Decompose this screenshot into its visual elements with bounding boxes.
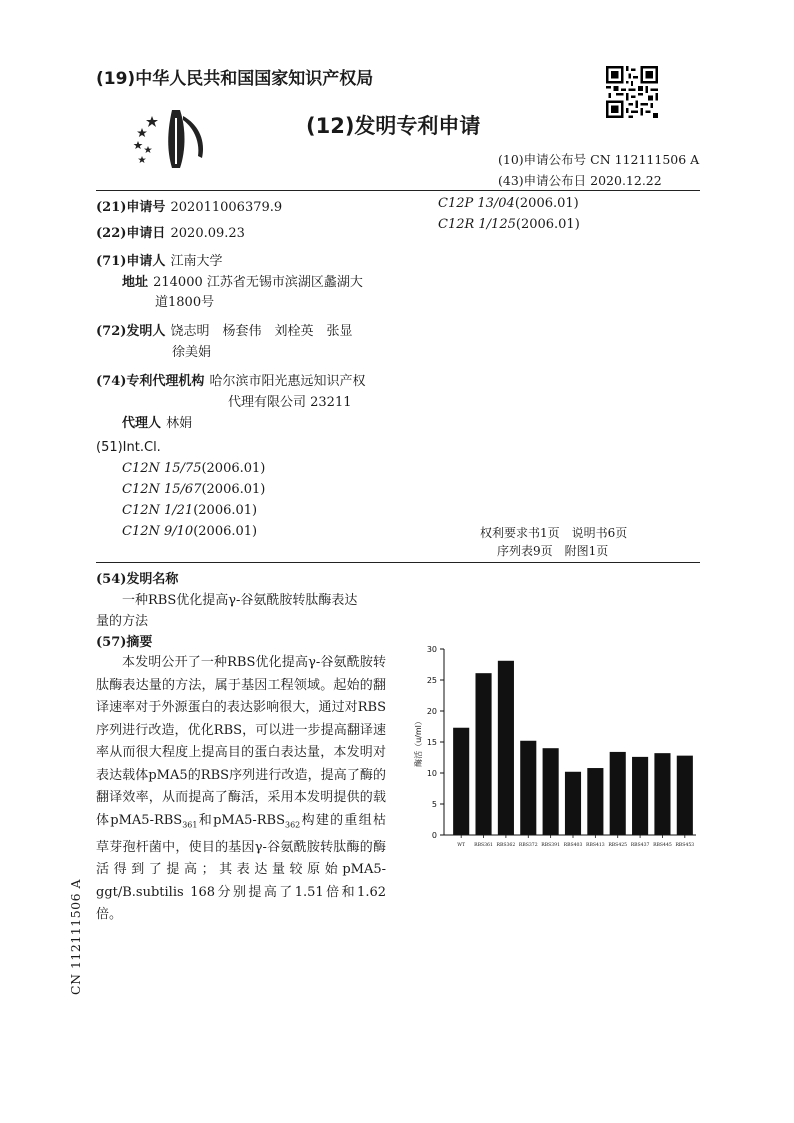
x-tick-label: RBS437	[630, 843, 650, 848]
y-tick-label: 10	[426, 769, 437, 778]
address-line-1: 214000 江苏省无锡市滨湖区蠡湖大	[153, 275, 363, 290]
ipc-item-right: C12P 13/04(2006.01)	[438, 196, 579, 211]
agent-label: 代理人	[122, 416, 162, 431]
y-tick-label: 25	[426, 676, 437, 685]
ipc-item-right: C12R 1/125(2006.01)	[438, 217, 580, 232]
y-axis-title: 酶活（u/ml）	[414, 717, 423, 767]
agency-line-1: 哈尔滨市阳光惠远知识产权	[209, 374, 366, 389]
bar	[632, 757, 648, 835]
qr-code-icon	[606, 66, 658, 118]
y-tick-label: 30	[426, 645, 437, 654]
document-type: (12)发明专利申请	[306, 114, 481, 138]
abstract-text: 本发明公开了一种RBS优化提高γ-谷氨酰胺转肽酶表达量的方法，属于基因工程领域。起始的翻译速率对于外源蛋白的表达影响很大，通过对RBS序列进行改造，优化RBS，可以进一步提高翻译速率从而很大程度上提高目的蛋白表达量，本发明对表达载体pMA5的RBS序列进行改造，提高了酶的翻译效率，从而提高了酶活，采用本发明提供的载体$pMA5-RBS_{361}$和$pMA5-RBS_{362}$构建的重组枯草芽孢杆菌中，使目的基因γ-谷氨酰胺转肽酶的酶活得到了提高；其表达量较原始pMA5-ggt/B.subtilis 168分别提高了1.51倍和1.62倍。	[96, 655, 386, 923]
x-tick-label: RBS391	[541, 843, 561, 848]
applicant-label: (71)申请人	[96, 254, 166, 269]
x-tick-label: RBS372	[518, 843, 538, 848]
x-tick-label: RBS425	[608, 843, 628, 848]
bar	[475, 673, 491, 835]
bar	[565, 772, 581, 835]
biblio-rule	[96, 562, 700, 563]
app-no: 202011006379.9	[170, 200, 283, 215]
bar	[610, 752, 626, 835]
inventors-line-2: 徐美娟	[172, 345, 212, 360]
address-line-2: 道1800号	[155, 295, 215, 310]
side-publication-number: CN 112111506 A	[68, 878, 83, 995]
x-tick-label: RBS445	[653, 843, 672, 848]
x-tick-label: RBS361	[474, 843, 493, 848]
agent: 林娟	[166, 416, 193, 431]
bar	[587, 768, 603, 835]
x-tick-label: RBS453	[675, 843, 695, 848]
office-name: (19)中华人民共和国国家知识产权局	[96, 69, 374, 89]
page-counts-line-2: 序列表9页 附图1页	[497, 544, 609, 558]
app-date-label: (22)申请日	[96, 226, 166, 241]
bar	[520, 741, 536, 835]
y-tick-label: 15	[426, 738, 437, 747]
invention-title-line-2: 量的方法	[96, 614, 149, 629]
bar	[543, 748, 559, 835]
inventors-line-1: 饶志明 杨套伟 刘栓英 张显	[170, 324, 353, 339]
enzyme-activity-bar-chart	[412, 633, 702, 855]
ipc-item: C12N 1/21(2006.01)	[122, 503, 258, 518]
ipc-item: C12N 15/67(2006.01)	[122, 482, 266, 497]
invention-title-line-1: 一种RBS优化提高γ-谷氨酰胺转肽酶表达	[122, 593, 358, 608]
ipc-item: C12N 15/75(2006.01)	[122, 461, 266, 476]
agency-label: (74)专利代理机构	[96, 374, 205, 389]
publication-number: (10)申请公布号 CN 112111506 A	[498, 152, 700, 167]
address-label: 地址	[122, 275, 149, 290]
agency-line-2: 代理有限公司 23211	[228, 395, 352, 410]
bar	[654, 753, 670, 835]
x-tick-label: RBS362	[496, 843, 516, 848]
page-counts-line-1: 权利要求书1页 说明书6页	[480, 526, 628, 540]
app-no-label: (21)申请号	[96, 200, 166, 215]
bar	[677, 756, 693, 835]
cnipa-logo-icon	[128, 108, 210, 170]
intcl-label: (51)Int.Cl.	[96, 440, 161, 455]
inventor-label: (72)发明人	[96, 324, 166, 339]
applicant: 江南大学	[170, 254, 223, 269]
y-tick-label: 5	[431, 800, 437, 809]
abstract-label: (57)摘要	[96, 635, 153, 650]
x-tick-label: WT	[457, 843, 466, 848]
bar	[498, 661, 514, 835]
title-label: (54)发明名称	[96, 572, 179, 587]
publication-date: (43)申请公布日 2020.12.22	[498, 173, 662, 188]
y-tick-label: 0	[431, 831, 437, 840]
ipc-item: C12N 9/10(2006.01)	[122, 524, 258, 539]
y-tick-label: 20	[426, 707, 437, 716]
x-tick-label: RBS403	[563, 843, 583, 848]
header-rule	[96, 190, 700, 191]
bar	[453, 728, 469, 835]
x-tick-label: RBS413	[585, 843, 605, 848]
app-date: 2020.09.23	[170, 226, 245, 241]
